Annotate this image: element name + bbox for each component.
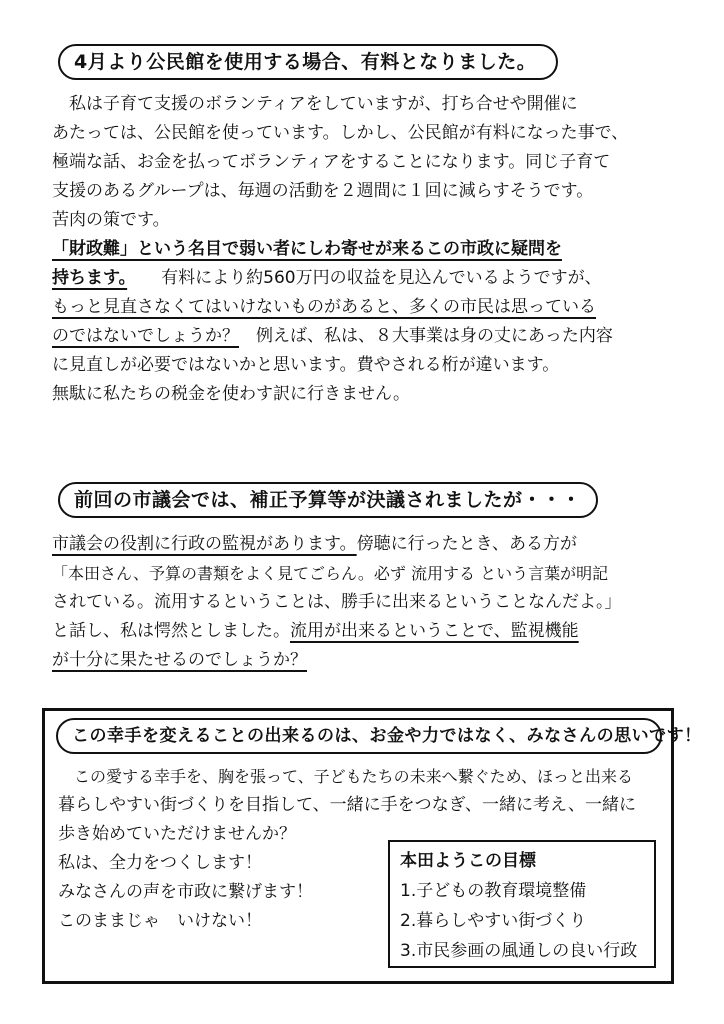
- section1-line: 苦肉の策です。: [52, 210, 170, 230]
- section2-line-2: 「本田さん、予算の書類をよく見てごらん。必ず 流用する という言葉が明記: [52, 564, 609, 583]
- section1-line: 支援のあるグループは、毎週の活動を２週間に１回に減らすそうです。: [52, 181, 594, 201]
- emphasis-text: 持ちます。: [52, 268, 128, 288]
- emphasis-text: が十分に果たせるのでしょうか？: [52, 650, 307, 670]
- section1-line: 極端な話、お金を払ってボランティアをすることになります。同じ子育て: [52, 152, 611, 172]
- section2-line-5: [52, 646, 672, 675]
- section1-line-6: [52, 235, 672, 264]
- section2-line-4: [52, 617, 672, 646]
- section1-line-11: 無駄に私たちの税金を使わす訳に行きません。: [52, 384, 411, 404]
- goal-item: 3.市民参画の風通しの良い行政: [400, 941, 638, 961]
- section3-title: この幸手を変えることの出来るのは、お金や力ではなく、みなさんの思いです！: [56, 718, 662, 754]
- section3-line: 歩き始めていただけませんか？: [58, 824, 296, 844]
- goal-item: 2.暮らしやすい街づくり: [400, 911, 587, 931]
- section3-line: 暮らしやすい街づくりを目指して、一緒に手をつなぎ、一緒に考え、一緒に: [58, 795, 636, 815]
- section1-line-7: [52, 264, 672, 293]
- section3-line: みなさんの声を市政に繋げます！: [58, 882, 313, 902]
- emphasis-text: 流用が出来るということで、監視機能: [290, 621, 579, 641]
- section2-line-1: [52, 530, 672, 559]
- body-text: 例えば、私は、８大事業は身の丈にあった内容: [256, 326, 613, 346]
- section1-title: 4月より公民館を使用する場合、有料となりました。: [58, 44, 558, 80]
- goals-title: 本田ようこの目標: [400, 851, 536, 871]
- section1-line-10: に見直しが必要ではないかと思います。費やされる桁が違います。: [52, 355, 560, 375]
- section2-line-3: されている。流用するということは、勝手に出来るということなんだよ。」: [52, 592, 622, 612]
- emphasis-text: 「財政難」という名目で弱い者にしわ寄せが来るこの市政に疑問を: [52, 239, 562, 259]
- section2-title: 前回の市議会では、補正予算等が決議されましたが・・・: [58, 482, 598, 518]
- body-text: と話し、私は愕然としました。: [52, 621, 290, 641]
- goal-item: 1.子どもの教育環境整備: [400, 881, 587, 901]
- section3-line: 私は、全力をつくします！: [58, 853, 262, 873]
- section1-line: 私は子育て支援のボランティアをしていますが、打ち合せや開催に: [52, 94, 578, 114]
- section3-line: このままじゃ いけない！: [58, 911, 262, 931]
- goals-box: [388, 840, 656, 968]
- section2-body: [52, 530, 672, 675]
- body-text: 傍聴に行ったとき、ある方が: [356, 534, 577, 554]
- body-text: 有料により約560万円の収益を見込んでいるようですが、: [127, 268, 602, 288]
- section1-line: あたっては、公民館を使っています。しかし、公民館が有料になった事で、: [52, 123, 629, 143]
- section3-line: この愛する幸手を、胸を張って、子どもたちの未来へ繋ぐため、ほっと出来る: [58, 767, 634, 786]
- emphasis-text: 市議会の役割に行政の監視があります。: [52, 534, 357, 554]
- section1-body: [52, 90, 672, 409]
- section1-line-9: [52, 322, 672, 351]
- emphasis-text: もっと見直さなくてはいけないものがあると、多くの市民は思っている: [52, 297, 596, 317]
- emphasis-text: のではないでしょうか？: [52, 326, 239, 346]
- section1-line-8: [52, 293, 672, 322]
